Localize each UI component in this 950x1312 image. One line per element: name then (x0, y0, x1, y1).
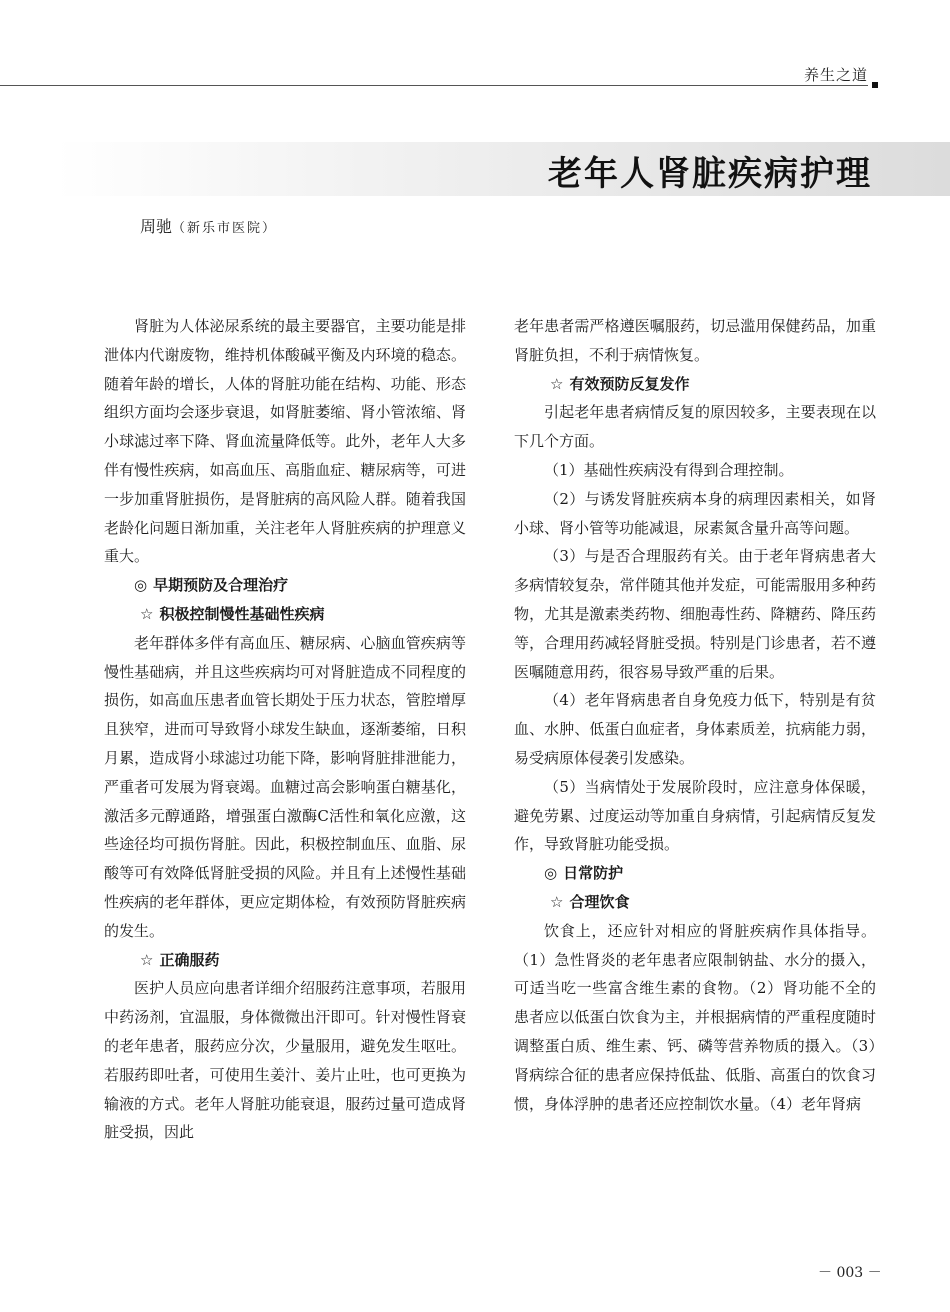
subsection-heading (514, 888, 876, 917)
paragraph: 老年患者需严格遵医嘱服药，切忌滥用保健药品，加重肾脏负担，不利于病情恢复。 (514, 317, 876, 364)
article-title: 老年人肾脏疾病护理 (548, 154, 872, 194)
circle-mark-icon: ◎ (134, 576, 148, 595)
section-heading (104, 571, 466, 600)
page-number: － 003 － (818, 1265, 882, 1281)
subsection-heading (514, 370, 876, 399)
left-column (104, 312, 466, 1147)
heading-text: 积极控制慢性基础性疾病 (159, 604, 325, 623)
author-line (140, 214, 277, 237)
heading-text: 正确服药 (159, 950, 220, 969)
author-name: 周驰 (140, 217, 173, 236)
star-icon: ☆ (550, 374, 564, 393)
star-icon: ☆ (550, 892, 564, 911)
paragraph: 肾脏为人体泌尿系统的最主要器官，主要功能是排泄体内代谢废物，维持机体酸碱平衡及内环境的稳态。随着年龄的增长，人体的肾脏功能在结构、功能、形态组织方面均会逐步衰退，如肾脏萎缩、肾小管浓缩、肾小球滤过率下降、肾血流量降低等。此外，老年人大多伴有慢性疾病，如高血压、高脂血症、糖尿病等，可进一步加重肾脏损伤，是肾脏病的高风险人群。随着我国老龄化问题日渐加重，关注老年人肾脏疾病的护理意义重大。 (104, 317, 466, 566)
section-name: 养生之道 (803, 66, 868, 84)
paragraph: （2）与诱发肾脏疾病本身的病理因素相关，如肾小球、肾小管等功能减退，尿素氮含量升高等问题。 (514, 489, 876, 537)
heading-text: 合理饮食 (569, 892, 630, 911)
section-heading (514, 859, 876, 888)
heading-text: 日常防护 (563, 864, 624, 883)
circle-mark-icon: ◎ (544, 864, 558, 883)
star-icon: ☆ (140, 950, 154, 969)
paragraph: 老年群体多伴有高血压、糖尿病、心脑血管疾病等慢性基础病，并且这些疾病均可对肾脏造成不同程度的损伤，如高血压患者血管长期处于压力状态，管腔增厚且狭窄，进而可导致肾小球发生缺血，逐渐萎缩，日积月累，造成肾小球滤过功能下降，影响肾脏排泄能力，严重者可发展为肾衰竭。血糖过高会影响蛋白糖基化，激活多元醇通路，增强蛋白激酶C活性和氧化应激，这些途径均可损伤肾脏。因此，积极控制血压、血脂、尿酸等可有效降低肾脏受损的风险。并且有上述慢性基础性疾病的老年群体，更应定期体检，有效预防肾脏疾病的发生。 (104, 633, 466, 940)
heading-text: 早期预防及合理治疗 (153, 576, 289, 595)
paragraph: 引起老年患者病情反复的原因较多，主要表现在以下几个方面。 (514, 403, 876, 451)
paragraph: （3）与是否合理服药有关。由于老年肾病患者大多病情较复杂，常伴随其他并发症，可能需服用多种药物，尤其是激素类药物、细胞毒性药、降糖药、降压药等，合理用药减轻肾脏受损。特别是门诊患者，若不遵医嘱随意用药，很容易导致严重的后果。 (514, 547, 876, 681)
paragraph: 饮食上，还应针对相应的肾脏疾病作具体指导。（1）急性肾炎的老年患者应限制钠盐、水分的摄入，可适当吃一些富含维生素的食物。（2）肾功能不全的患者应以低蛋白饮食为主，并根据病情的严重程度随时调整蛋白质、维生素、钙、磷等营养物质的摄入。（3）肾病综合征的患者应保持低盐、低脂、高蛋白的饮食习惯，身体浮肿的患者还应控制饮水量。（4）老年肾病 (514, 921, 876, 1113)
header-rule (0, 85, 868, 86)
right-column (514, 312, 876, 1118)
paragraph: 医护人员应向患者详细介绍服药注意事项，若服用中药汤剂，宜温服，身体微微出汗即可。针对慢性肾衰的老年患者，服药应分次，少量服用，避免发生呕吐。若服药即吐者，可使用生姜汁、姜片止吐，也可更换为输液的方式。老年人肾脏功能衰退，服药过量可造成肾脏受损，因此 (104, 979, 466, 1142)
header-square-mark (872, 82, 878, 88)
heading-text: 有效预防反复发作 (569, 374, 690, 393)
subsection-heading (104, 946, 466, 975)
paragraph: （5）当病情处于发展阶段时，应注意身体保暖，避免劳累、过度运动等加重自身病情，引起病情反复发作，导致肾脏功能受损。 (514, 777, 876, 854)
subsection-heading (104, 600, 466, 629)
star-icon: ☆ (140, 604, 154, 623)
author-affiliation: （新乐市医院） (172, 221, 278, 236)
paragraph: （4）老年肾病患者自身免疫力低下，特别是有贫血、水肿、低蛋白血症者，身体素质差，抗病能力弱，易受病原体侵袭引发感染。 (514, 691, 876, 767)
paragraph: （1）基础性疾病没有得到合理控制。 (544, 460, 794, 479)
